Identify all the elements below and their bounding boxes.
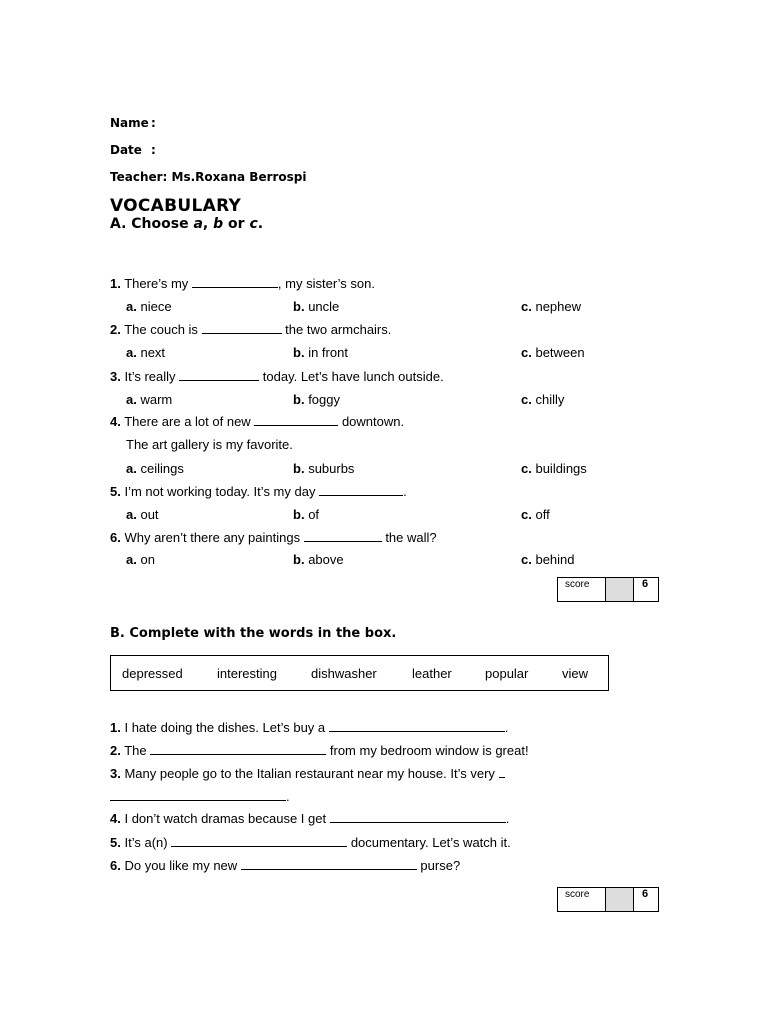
sentence-2: 2. The from my bedroom window is great!	[110, 743, 529, 758]
question-4: 4. There are a lot of new downtown.	[110, 414, 405, 429]
score-input-cell[interactable]	[605, 888, 634, 911]
option-c[interactable]: c. off	[521, 507, 550, 522]
option-c[interactable]: c. chilly	[521, 392, 565, 407]
option-b[interactable]: b. of	[293, 507, 320, 522]
name-field-label: Name :	[110, 116, 156, 130]
sentence-3-continuation: .	[110, 789, 290, 804]
score-label: score	[565, 579, 590, 590]
question-5: 5. I’m not working today. It’s my day .	[110, 484, 407, 499]
question-1: 1. There’s my , my sister’s son.	[110, 276, 375, 291]
option-a[interactable]: a. out	[126, 507, 159, 522]
option-c[interactable]: c. between	[521, 345, 585, 360]
word-item: view	[562, 666, 589, 681]
score-box-b	[557, 887, 659, 912]
option-a[interactable]: a. on	[126, 552, 155, 567]
score-box-a	[557, 577, 659, 602]
sentence-1: 1. I hate doing the dishes. Let’s buy a .	[110, 720, 509, 735]
word-item: depressed	[122, 666, 183, 681]
option-a[interactable]: a. niece	[126, 299, 172, 314]
page-title: VOCABULARY	[110, 196, 242, 216]
section-b-heading: B. Complete with the words in the box.	[110, 626, 397, 641]
word-item: dishwasher	[311, 666, 377, 681]
date-field-label: Date :	[110, 143, 156, 157]
sentence-3: 3. Many people go to the Italian restaurant near my house. It’s very	[110, 766, 505, 781]
option-c[interactable]: c. nephew	[521, 299, 582, 314]
score-total: 6	[642, 578, 649, 590]
word-item: popular	[485, 666, 529, 681]
word-box	[110, 655, 609, 691]
question-3: 3. It’s really today. Let’s have lunch outside.	[110, 369, 444, 384]
question-2: 2. The couch is the two armchairs.	[110, 322, 392, 337]
option-b[interactable]: b. foggy	[293, 392, 340, 407]
score-input-cell[interactable]	[605, 578, 634, 601]
option-a[interactable]: a. ceilings	[126, 461, 184, 476]
sentence-6: 6. Do you like my new purse?	[110, 858, 461, 873]
option-b[interactable]: b. suburbs	[293, 461, 355, 476]
word-item: interesting	[217, 666, 277, 681]
option-c[interactable]: c. buildings	[521, 461, 587, 476]
option-b[interactable]: b. above	[293, 552, 344, 567]
teacher-line: Teacher: Ms.Roxana Berrospi	[110, 170, 307, 184]
score-label: score	[565, 889, 590, 900]
question-4-continuation: The art gallery is my favorite.	[126, 437, 293, 452]
option-c[interactable]: c. behind	[521, 552, 575, 567]
option-b[interactable]: b. uncle	[293, 299, 340, 314]
option-a[interactable]: a. next	[126, 345, 166, 360]
question-6: 6. Why aren’t there any paintings the wall?	[110, 530, 437, 545]
score-total: 6	[642, 888, 649, 900]
option-a[interactable]: a. warm	[126, 392, 173, 407]
option-b[interactable]: b. in front	[293, 345, 348, 360]
section-a-heading: A. Choose a, b or c.	[110, 216, 264, 232]
sentence-5: 5. It’s a(n) documentary. Let’s watch it.	[110, 835, 511, 850]
sentence-4: 4. I don’t watch dramas because I get .	[110, 811, 510, 826]
word-item: leather	[412, 666, 452, 681]
